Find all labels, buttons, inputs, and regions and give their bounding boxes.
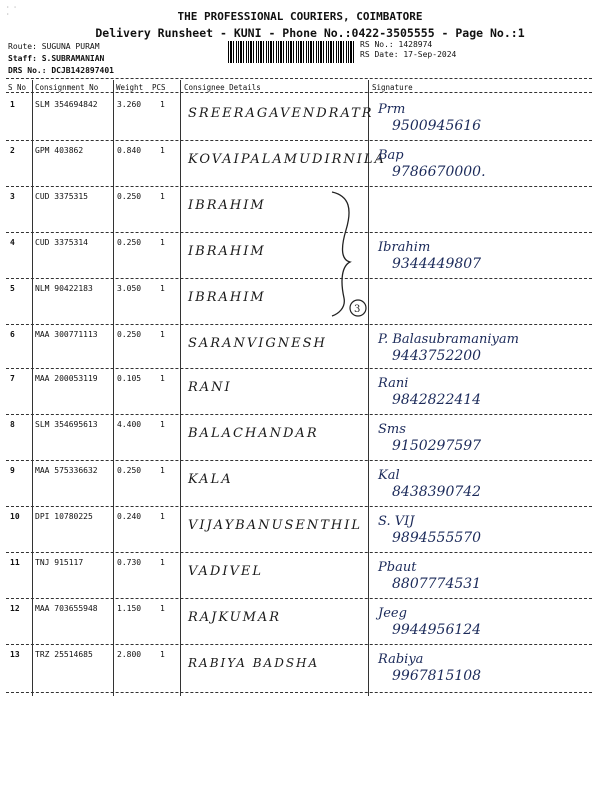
weight-value: 0.250 [117, 238, 142, 247]
consignment-number: MAA 300771113 [35, 330, 98, 339]
consignee-name: RANI [188, 380, 232, 395]
brace-mark [328, 190, 368, 320]
pcs-value: 1 [160, 100, 165, 109]
col-divider [32, 80, 33, 696]
pcs-value: 1 [160, 374, 165, 383]
signature-name: Sms [378, 422, 406, 437]
row-separator [6, 598, 592, 599]
signature-phone: 9443752200 [392, 348, 482, 364]
pcs-value: 1 [160, 512, 165, 521]
pcs-value: 1 [160, 330, 165, 339]
row-sno: 6 [10, 330, 15, 339]
route-label: Route: SUGUNA PURAM [8, 42, 100, 51]
consignee-name: KALA [188, 472, 233, 487]
signature-phone: 9944956124 [392, 622, 482, 638]
pcs-value: 1 [160, 284, 165, 293]
company-title: THE PROFESSIONAL COURIERS, COIMBATORE [177, 10, 423, 23]
row-sno: 12 [10, 604, 20, 613]
weight-value: 3.260 [117, 100, 142, 109]
barcode [228, 41, 356, 63]
signature-name: P. Balasubramaniyam [378, 332, 519, 347]
pcs-value: 1 [160, 466, 165, 475]
consignee-name: SREERAGAVENDRATR [188, 106, 374, 121]
signature-name: Pbaut [378, 560, 417, 575]
signature-phone: 8807774531 [392, 576, 482, 592]
consignee-name: VIJAYBANUSENTHIL [188, 518, 362, 533]
consignee-name: RABIYA BADSHA [188, 656, 320, 670]
rs-number: RS No.: 1428974 [360, 40, 433, 49]
weight-value: 4.400 [117, 420, 142, 429]
col-divider [113, 80, 114, 696]
row-separator [6, 414, 592, 415]
consignment-number: SLM 354694842 [35, 100, 98, 109]
signature-phone: 9500945616 [392, 118, 482, 134]
pcs-value: 1 [160, 558, 165, 567]
consignment-number: NLM 90422183 [35, 284, 93, 293]
pcs-value: 1 [160, 650, 165, 659]
weight-value: 0.240 [117, 512, 142, 521]
weight-value: 0.250 [117, 192, 142, 201]
pcs-value: 1 [160, 420, 165, 429]
brace-count-label: 3 [354, 304, 361, 315]
consignment-number: MAA 200053119 [35, 374, 98, 383]
col-header-sno: S No [8, 83, 27, 92]
signature-name: Bap [378, 148, 404, 163]
pcs-value: 1 [160, 604, 165, 613]
row-separator [6, 506, 592, 507]
consignee-name: SARANVIGNESH [188, 336, 327, 351]
row-sno: 11 [10, 558, 20, 567]
consignment-number: TRZ 25514685 [35, 650, 93, 659]
consignment-number: CUD 3375314 [35, 238, 88, 247]
row-separator [6, 186, 592, 187]
weight-value: 2.800 [117, 650, 142, 659]
drs-number: DRS No.: DCJB142897401 [8, 66, 114, 75]
signature-name: Rabiya [378, 652, 424, 667]
row-separator [6, 324, 592, 325]
row-sno: 1 [10, 100, 15, 109]
consignee-name: RAJKUMAR [188, 610, 282, 625]
row-separator [6, 644, 592, 645]
consignee-name: KOVAIPALAMUDIRNILA [188, 152, 386, 167]
signature-phone: 9894555570 [392, 530, 482, 546]
weight-value: 0.105 [117, 374, 142, 383]
consignee-name: IBRAHIM [188, 198, 266, 213]
consignment-number: CUD 3375315 [35, 192, 88, 201]
row-sno: 8 [10, 420, 15, 429]
consignment-number: MAA 575336632 [35, 466, 98, 475]
staff-label: Staff: S.SUBRAMANIAN [8, 54, 105, 63]
col-header-weight: Weight [116, 83, 144, 92]
signature-name: Ibrahim [378, 240, 431, 255]
weight-value: 1.150 [117, 604, 142, 613]
row-separator [6, 552, 592, 553]
consignee-name: VADIVEL [188, 564, 263, 579]
signature-phone: 9786670000. [392, 164, 486, 180]
consignment-number: SLM 354695613 [35, 420, 98, 429]
row-separator [6, 460, 592, 461]
header-bottom-rule [6, 92, 592, 93]
row-sno: 13 [10, 650, 20, 659]
row-separator [6, 232, 592, 233]
row-sno: 9 [10, 466, 15, 475]
signature-phone: 9967815108 [392, 668, 482, 684]
col-divider [368, 80, 369, 696]
consignment-number: GPM 403862 [35, 146, 84, 155]
signature-phone: 9842822414 [392, 392, 482, 408]
row-separator [6, 368, 592, 369]
col-header-pcs: PCS [152, 83, 166, 92]
col-header-consignment: Consignment No [35, 83, 99, 92]
pcs-value: 1 [160, 238, 165, 247]
signature-phone: 9344449807 [392, 256, 482, 272]
weight-value: 3.050 [117, 284, 142, 293]
row-separator [6, 692, 592, 693]
row-sno: 7 [10, 374, 15, 383]
pcs-value: 1 [160, 192, 165, 201]
signature-name: Kal [378, 468, 400, 483]
row-sno: 10 [10, 512, 20, 521]
consignee-name: IBRAHIM [188, 290, 266, 305]
col-header-signature: Signature [372, 83, 413, 92]
signature-phone: 8438390742 [392, 484, 482, 500]
col-header-consignee: Consignee Details [184, 83, 261, 92]
row-separator [6, 278, 592, 279]
row-separator [6, 140, 592, 141]
scan-artifact: · · · [6, 4, 17, 18]
row-sno: 3 [10, 192, 15, 201]
row-sno: 4 [10, 238, 15, 247]
signature-name: Jeeg [378, 606, 407, 621]
rs-date: RS Date: 17-Sep-2024 [360, 50, 457, 59]
weight-value: 0.730 [117, 558, 142, 567]
weight-value: 0.250 [117, 330, 142, 339]
runsheet-title: Delivery Runsheet - KUNI - Phone No.:0422-3505555 - Page No.:1 [95, 26, 525, 40]
table-top-rule [6, 78, 592, 79]
weight-value: 0.250 [117, 466, 142, 475]
consignee-name: IBRAHIM [188, 244, 266, 259]
weight-value: 0.840 [117, 146, 142, 155]
signature-phone: 9150297597 [392, 438, 482, 454]
signature-name: S. VIJ [378, 514, 415, 529]
row-sno: 5 [10, 284, 15, 293]
signature-name: Prm [378, 102, 406, 117]
consignment-number: TNJ 915117 [35, 558, 84, 567]
consignee-name: BALACHANDAR [188, 426, 319, 441]
pcs-value: 1 [160, 146, 165, 155]
consignment-number: DPI 10780225 [35, 512, 93, 521]
consignment-number: MAA 703655948 [35, 604, 98, 613]
row-sno: 2 [10, 146, 15, 155]
signature-name: Rani [378, 376, 409, 391]
col-divider [180, 80, 181, 696]
